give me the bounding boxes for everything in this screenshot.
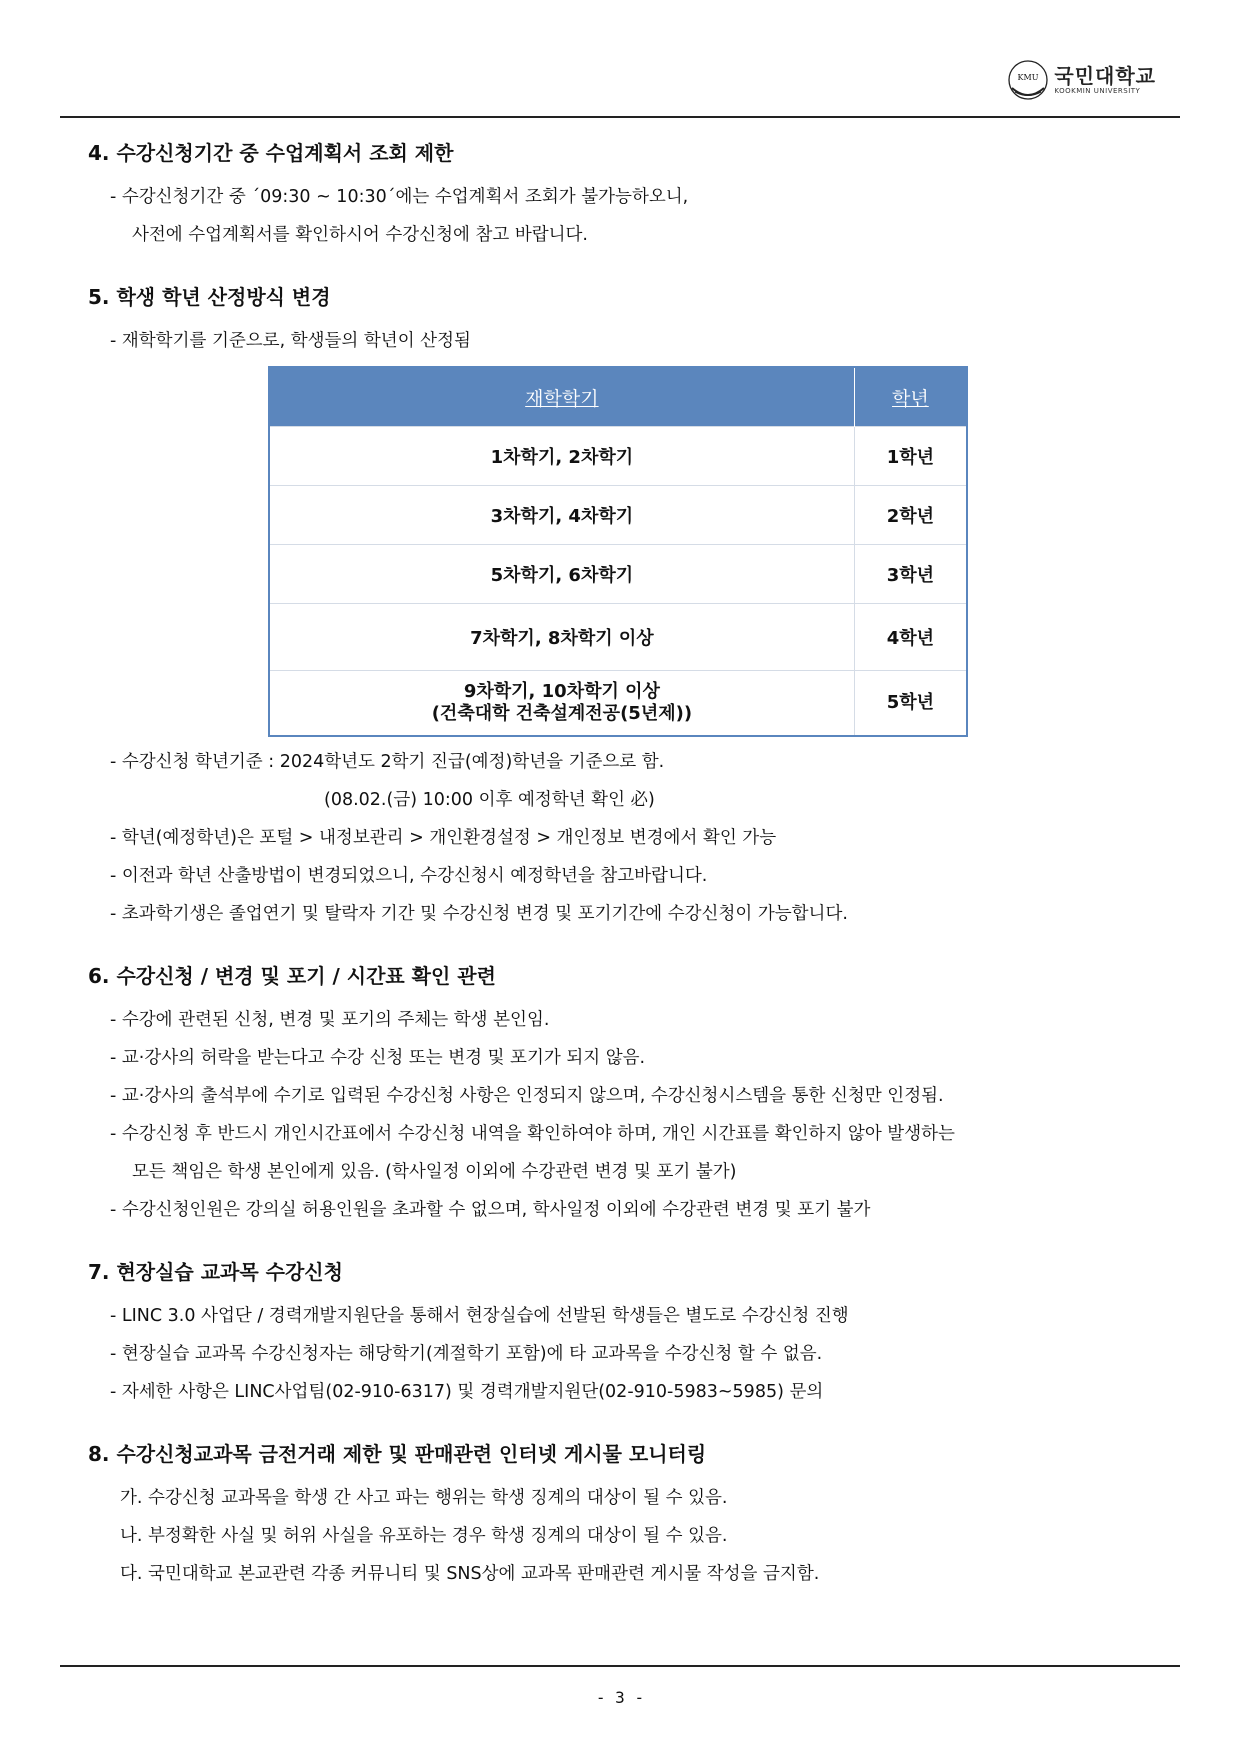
kmu-emblem-icon bbox=[1006, 58, 1050, 102]
semester-cell bbox=[269, 671, 854, 737]
header-grade: 학년 bbox=[854, 367, 967, 427]
section-5-line: - 이전과 학년 산출방법이 변경되었으니, 수강신청시 예정학년을 참고바랍니다. bbox=[110, 866, 708, 886]
table-row bbox=[269, 545, 967, 604]
section-5-line: - 수강신청 학년기준 : 2024학년도 2학기 진급(예정)학년을 기준으로 함. bbox=[110, 752, 665, 772]
semester-cell: 1차학기, 2차학기 bbox=[269, 427, 854, 486]
section-6-line: - 교·강사의 허락을 받는다고 수강 신청 또는 변경 및 포기가 되지 않음. bbox=[110, 1048, 646, 1068]
table-row bbox=[269, 671, 967, 737]
semester-cell-main: 9차학기, 10차학기 이상 bbox=[463, 681, 660, 702]
page-number: - 3 - bbox=[595, 1688, 645, 1707]
grade-cell: 1학년 bbox=[854, 427, 967, 486]
svg-text:KMU: KMU bbox=[1017, 73, 1039, 82]
grade-table bbox=[268, 366, 968, 737]
section-6-line: - 교·강사의 출석부에 수기로 입력된 수강신청 사항은 인정되지 않으며, 수강신청시스템을 통한 신청만 인정됨. bbox=[110, 1086, 944, 1106]
section-4-line: 사전에 수업계획서를 확인하시어 수강신청에 참고 바랍니다. bbox=[132, 225, 588, 245]
logo-english-name: KOOKMIN UNIVERSITY bbox=[1054, 87, 1141, 95]
section-5-line: - 학년(예정학년)은 포털 > 내정보관리 > 개인환경설정 > 개인정보 변경에서 확인 가능 bbox=[110, 828, 777, 848]
section-6-line: 모든 책임은 학생 본인에게 있음. (학사일정 이외에 수강관련 변경 및 포기 불가) bbox=[132, 1162, 737, 1182]
section-6-heading: 6. 수강신청 / 변경 및 포기 / 시간표 확인 관련 bbox=[88, 964, 496, 988]
section-5-line: - 초과학기생은 졸업연기 및 탈락자 기간 및 수강신청 변경 및 포기기간에 수강신청이 가능합니다. bbox=[110, 904, 848, 924]
section-7-heading: 7. 현장실습 교과목 수강신청 bbox=[88, 1260, 343, 1284]
section-5-intro: - 재학학기를 기준으로, 학생들의 학년이 산정됨 bbox=[110, 331, 471, 351]
section-8-line: 다. 국민대학교 본교관련 각종 커뮤니티 및 SNS상에 교과목 판매관련 게시물 작성을 금지함. bbox=[120, 1564, 820, 1584]
section-7-line: - 자세한 사항은 LINC사업팀(02-910-6317) 및 경력개발지원단(02-910-5983~5985) 문의 bbox=[110, 1382, 824, 1402]
section-7-line: - 현장실습 교과목 수강신청자는 해당학기(계절학기 포함)에 타 교과목을 수강신청 할 수 없음. bbox=[110, 1344, 823, 1364]
grade-cell: 2학년 bbox=[854, 486, 967, 545]
section-5-heading: 5. 학생 학년 산정방식 변경 bbox=[88, 285, 331, 309]
document-body bbox=[88, 140, 1178, 1593]
semester-cell: 5차학기, 6차학기 bbox=[269, 545, 854, 604]
table-row bbox=[269, 427, 967, 486]
section-6-line: - 수강에 관련된 신청, 변경 및 포기의 주체는 학생 본인임. bbox=[110, 1010, 550, 1030]
footer-divider bbox=[60, 1665, 1180, 1667]
section-8-line: 가. 수강신청 교과목을 학생 간 사고 파는 행위는 학생 징계의 대상이 될 수 있음. bbox=[120, 1488, 728, 1508]
section-4-line: - 수강신청기간 중 ´09:30 ~ 10:30´에는 수업계획서 조회가 불가능하오니, bbox=[110, 187, 689, 207]
section-4-heading: 4. 수강신청기간 중 수업계획서 조회 제한 bbox=[88, 141, 454, 165]
grade-cell: 5학년 bbox=[854, 671, 967, 737]
grade-cell: 3학년 bbox=[854, 545, 967, 604]
grade-cell: 4학년 bbox=[854, 604, 967, 671]
header-divider bbox=[60, 116, 1180, 118]
semester-cell: 7차학기, 8차학기 이상 bbox=[269, 604, 854, 671]
logo-korean-name: 국민대학교 bbox=[1054, 64, 1156, 88]
section-7-line: - LINC 3.0 사업단 / 경력개발지원단을 통해서 현장실습에 선발된 학생들은 별도로 수강신청 진행 bbox=[110, 1306, 849, 1326]
section-6-line: - 수강신청인원은 강의실 허용인원을 초과할 수 없으며, 학사일정 이외에 수강관련 변경 및 포기 불가 bbox=[110, 1200, 871, 1220]
semester-cell-note: (건축대학 건축설계전공(5년제)) bbox=[431, 703, 693, 724]
header-semester: 재학학기 bbox=[269, 367, 854, 427]
university-logo bbox=[1006, 58, 1156, 102]
table-row bbox=[269, 604, 967, 671]
semester-cell: 3차학기, 4차학기 bbox=[269, 486, 854, 545]
section-8-heading: 8. 수강신청교과목 금전거래 제한 및 판매관련 인터넷 게시물 모니터링 bbox=[88, 1442, 707, 1466]
section-5-line: (08.02.(금) 10:00 이후 예정학년 확인 必) bbox=[324, 790, 655, 810]
grade-table-header bbox=[269, 367, 967, 427]
table-row bbox=[269, 486, 967, 545]
section-6-line: - 수강신청 후 반드시 개인시간표에서 수강신청 내역을 확인하여야 하며, 개인 시간표를 확인하지 않아 발생하는 bbox=[110, 1124, 955, 1144]
section-8-line: 나. 부정확한 사실 및 허위 사실을 유포하는 경우 학생 징계의 대상이 될 수 있음. bbox=[120, 1526, 728, 1546]
